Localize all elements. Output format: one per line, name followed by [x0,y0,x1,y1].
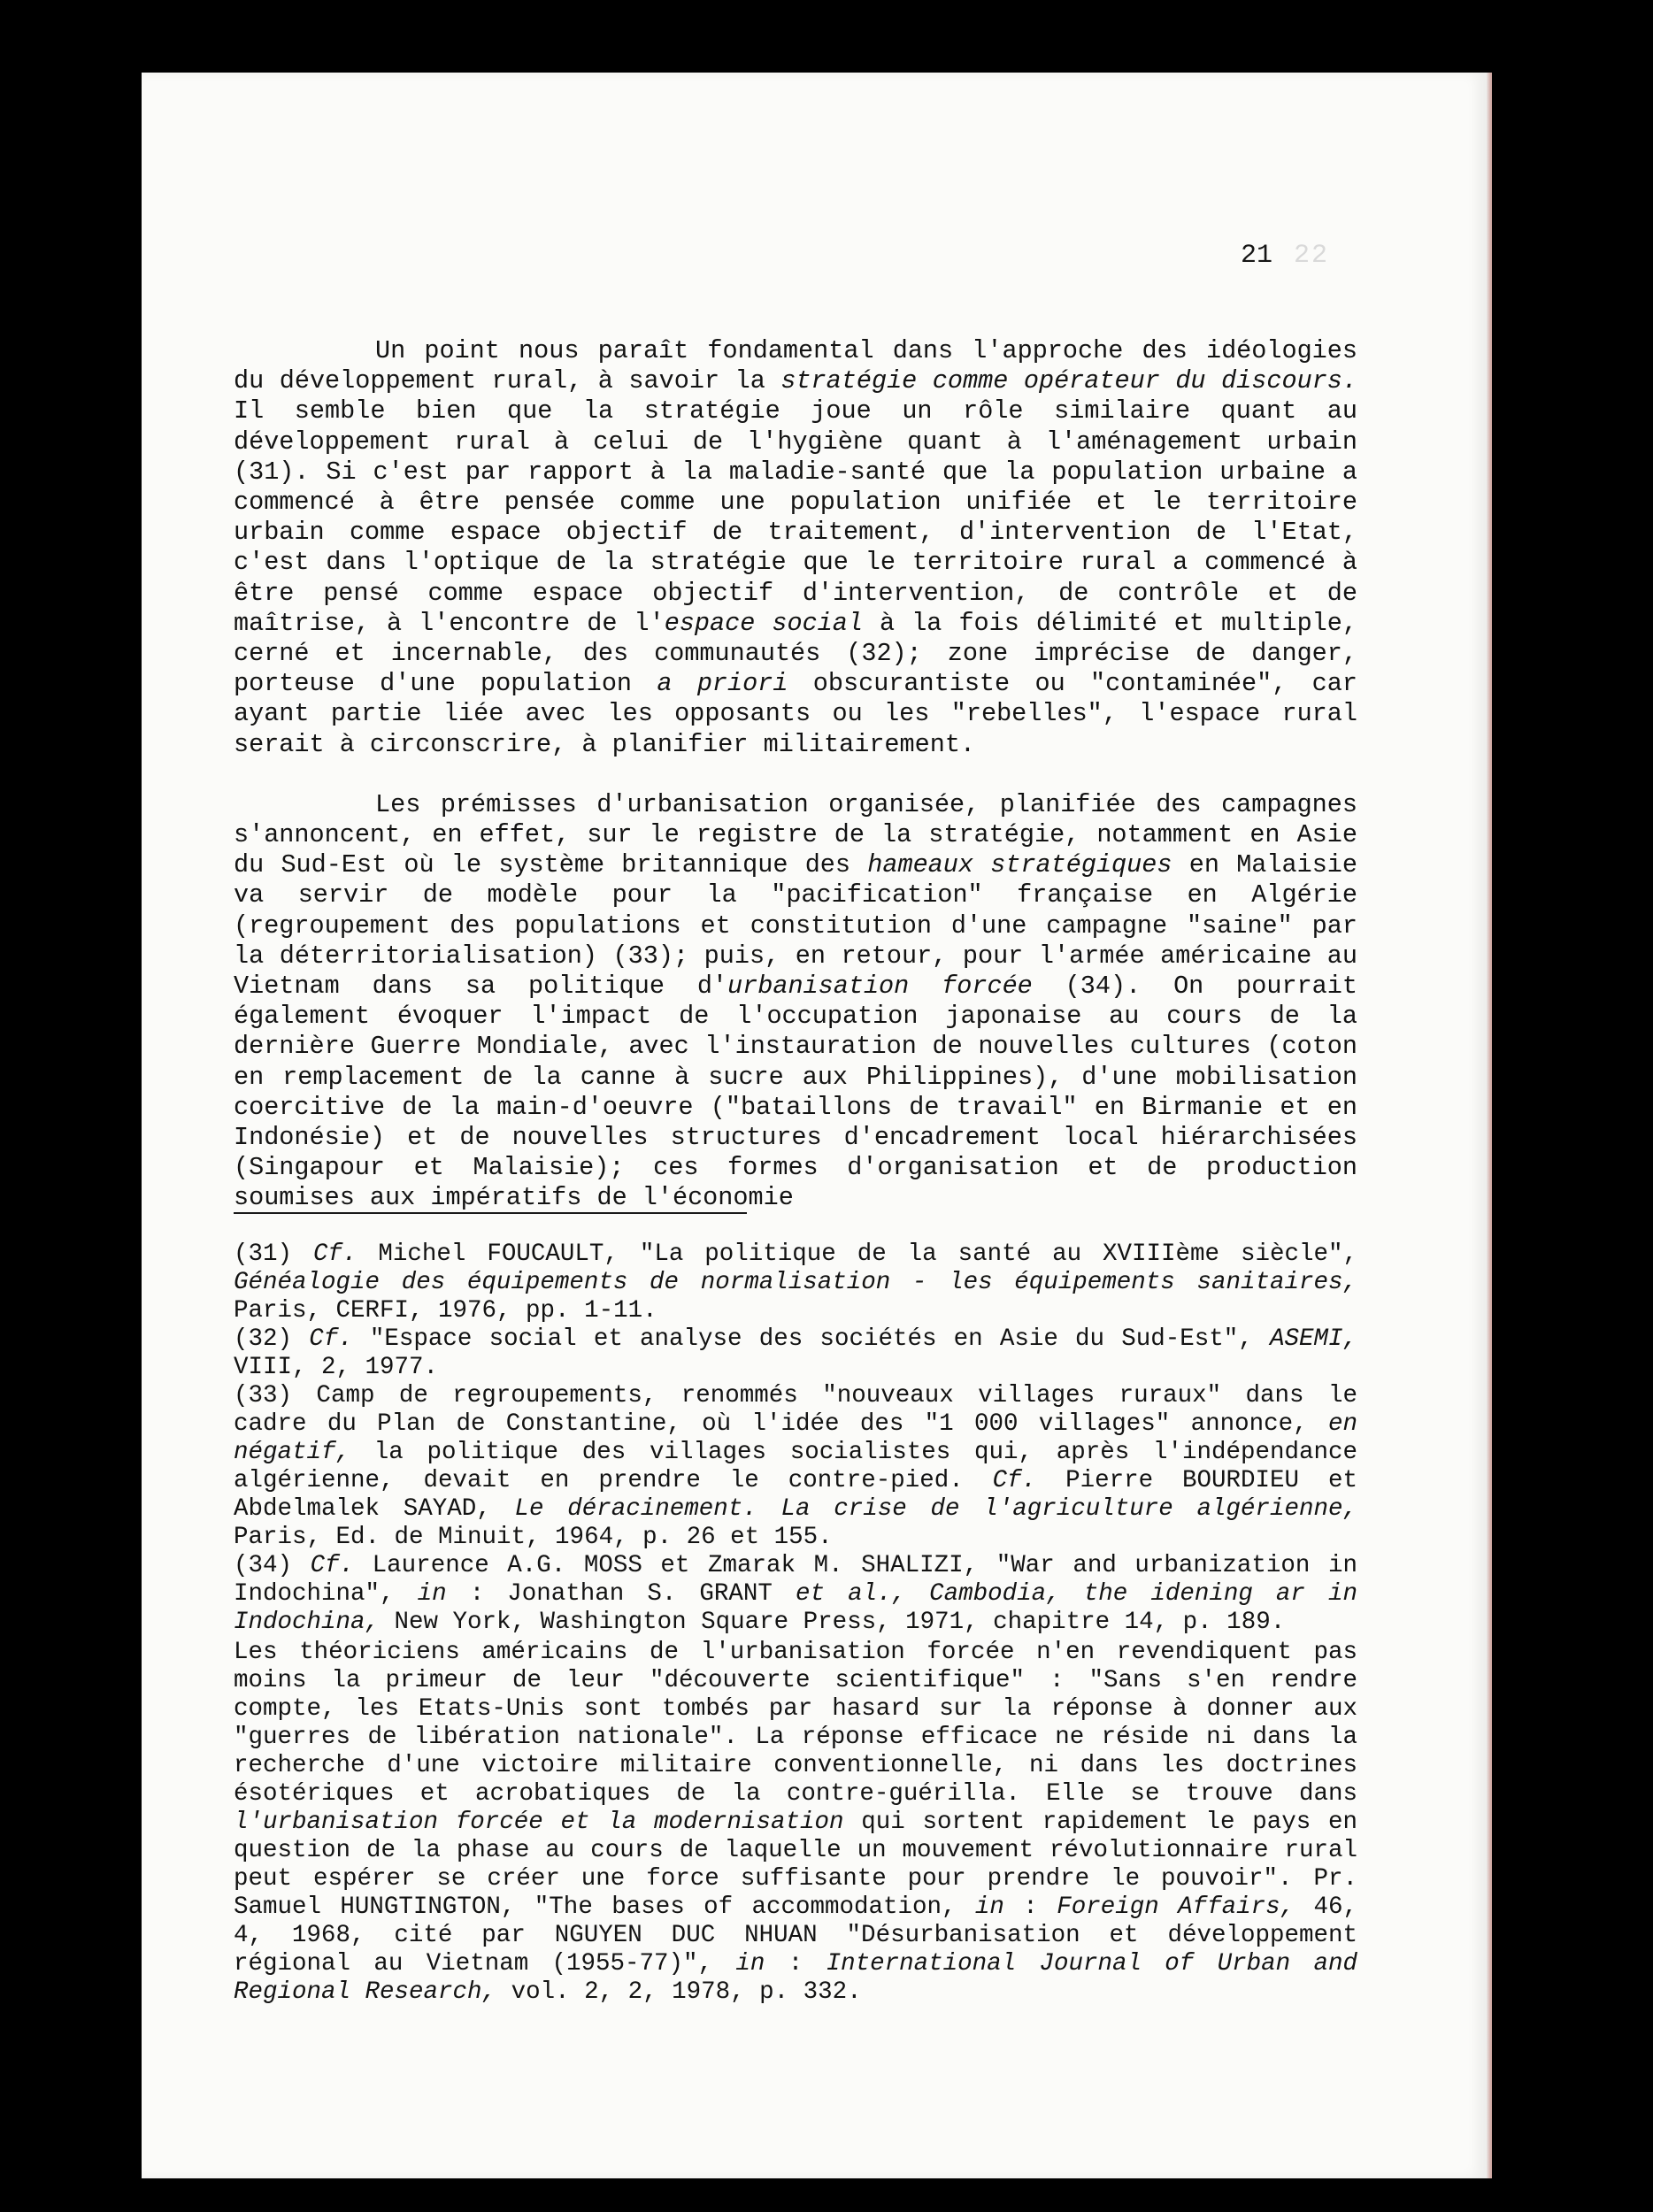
footnote-34 [234,1552,1357,1637]
text-run: qui sortent rapidement le pays en question de la phase au cours de laquelle un mouvement révolutionnaire rural peut espérer se créer une force suffisante pour prendre le pouvoir". Pr. Samuel HUNGTINGTON, "The bases of accommodation, [234,1809,1357,1921]
italic-run: in [974,1893,1004,1921]
footnote-31 [234,1240,1357,1325]
paragraph-1 [234,336,1357,760]
text-run: à la fois délimité et multiple, cerné et incernable, des communautés (32); zone imprécise de danger, porteuse d'une population [234,608,1357,699]
italic-run: ASEMI, [1269,1325,1357,1353]
text-run: (34) [234,1552,311,1579]
italic-run: in [417,1580,447,1608]
text-run: (31) [234,1240,313,1268]
paragraph-2 [234,790,1357,1214]
text-run: obscurantiste ou "contaminée", car ayant partie liée avec les opposants ou les "rebelles", l'espace rural serait à circonscrire, à planifier militairement. [234,669,1357,759]
text-run: "Espace social et analyse des sociétés en Asie du Sud-Est", [352,1325,1270,1353]
text-run: (34). On pourrait également évoquer l'impact de l'occupation japonaise au cours de la dernière Guerre Mondiale, avec l'instauration de nouvelles cultures (coton en remplacement de la canne à sucre aux Philippines), d'une mobilisation coercitive de la main-d'oeuvre ("bataillons de travail" en Birmanie et en Indonésie) et de nouvelles structures d'encadrement local hiérarchisées (Singapour et Malaisie); ces formes d'organisation et de production soumises aux impératifs de l'économie [234,972,1357,1213]
text-run: 46, 4, 1968, cité par NGUYEN DUC NHUAN "Désurbanisation et développement régional au Vietnam (1955-77)", [234,1893,1357,1978]
footnote-32 [234,1325,1357,1382]
italic-run: hameaux stratégiques [867,850,1172,880]
italic-run: l'urbanisation forcée et la modernisation [234,1809,844,1836]
italic-run: urbanisation forcée [727,972,1033,1002]
page-edge [1487,73,1492,2178]
footnote-34-continuation [234,1639,1357,2007]
italic-run: Cf. [992,1467,1037,1494]
text-run: Laurence A.G. MOSS et Zmarak M. SHALIZI, "War and urbanization in Indochina", [234,1552,1358,1608]
text-run: Michel FOUCAULT, "La politique de la santé au XVIIIème siècle", [357,1240,1358,1268]
italic-run: et al., Cambodia, the idening ar in Indochina, [234,1580,1357,1636]
italic-run: in [735,1950,765,1978]
italic-run: en négatif, [234,1410,1357,1466]
italic-run: Généalogie des équipements de normalisation - les équipements sanitaires, [234,1269,1357,1296]
footnote-33 [234,1382,1357,1552]
italic-run: Cf. [312,1240,358,1268]
bleed-through-page-number: 22 [1294,241,1330,271]
text-run: Un point nous paraît fondamental dans l'approche des idéologies du développement rural, à savoir la [234,336,1357,396]
text-run: Il semble bien que la stratégie joue un rôle similaire quant au développement rural à celui de l'hygiène quant à l'aménagement urbain (31). Si c'est par rapport à la maladie-santé que la population urbaine a commencé à être pensée comme une population unifiée et le territoire urbain comme espace objectif de traitement, d'intervention de l'Etat, c'est dans l'optique de la stratégie que le territoire rural a commencé à être pensé comme espace objectif d'intervention, de contrôle et de maîtrise, à l'encontre de l' [234,396,1357,638]
text-run: Paris, Ed. de Minuit, 1964, p. 26 et 155. [234,1524,833,1551]
text-run: New York, Washington Square Press, 1971, chapitre 14, p. 189. [380,1609,1286,1636]
text-run: la politique des villages socialistes qui, après l'indépendance algérienne, devait en prendre le contre-pied. [234,1439,1357,1494]
text-run: Les théoriciens américains de l'urbanisation forcée n'en revendiquent pas moins la primeur de leur "découverte scientifique" : "Sans s'en rendre compte, les Etats-Unis sont tombés par hasard sur la réponse à donner aux "guerres de libération nationale". La réponse efficace ne réside ni dans la recherche d'une victoire militaire conventionnelle, ni dans les doctrines ésotériques et acrobatiques de la contre-guérilla. Elle se trouve dans [234,1639,1357,1808]
text-run: : [1003,1893,1057,1921]
italic-run: stratégie comme opérateur du discours. [780,366,1358,396]
italic-run: espace social [664,608,863,638]
text-run: Les prémisses d'urbanisation organisée, planifiée des campagnes s'annoncent, en effet, sur le registre de la stratégie, notamment en Asie du Sud-Est où le système britannique des [234,789,1357,880]
page-number: 21 [1241,241,1273,271]
text-run: (33) Camp de regroupements, renommés "nouveaux villages ruraux" dans le cadre du Plan de Constantine, où l'idée des "1 000 villages" annonce, [234,1382,1357,1438]
text-run: en Malaisie va servir de modèle pour la "pacification" française en Algérie (regroupement des populations et constitution d'une campagne "saine" par la déterritorialisation) (33); puis, en retour, pour l'armée américaine au Vietnam dans sa politique d' [234,850,1358,1002]
body-text [234,336,1357,1244]
text-run: vol. 2, 2, 1978, p. 332. [496,1978,862,2006]
text-run: : Jonathan S. GRANT [446,1580,796,1608]
text-run: Paris, CERFI, 1976, pp. 1-11. [234,1297,657,1325]
italic-run: Cf. [310,1552,355,1579]
footnotes [234,1240,1357,2007]
italic-run: Le déracinement. La crise de l'agriculture algérienne, [514,1495,1357,1523]
italic-run: Foreign Affairs, [1057,1893,1295,1921]
text-run: Pierre BOURDIEU et Abdelmalek SAYAD, [234,1467,1357,1523]
italic-run: a priori [657,669,788,699]
italic-run: International Journal of Urban and Regional Research, [234,1950,1357,2006]
footnote-separator [234,1212,747,1214]
text-run: VIII, 2, 1977. [234,1354,439,1381]
text-run: : [765,1950,826,1978]
text-run: (32) [234,1325,310,1353]
italic-run: Cf. [309,1325,353,1353]
